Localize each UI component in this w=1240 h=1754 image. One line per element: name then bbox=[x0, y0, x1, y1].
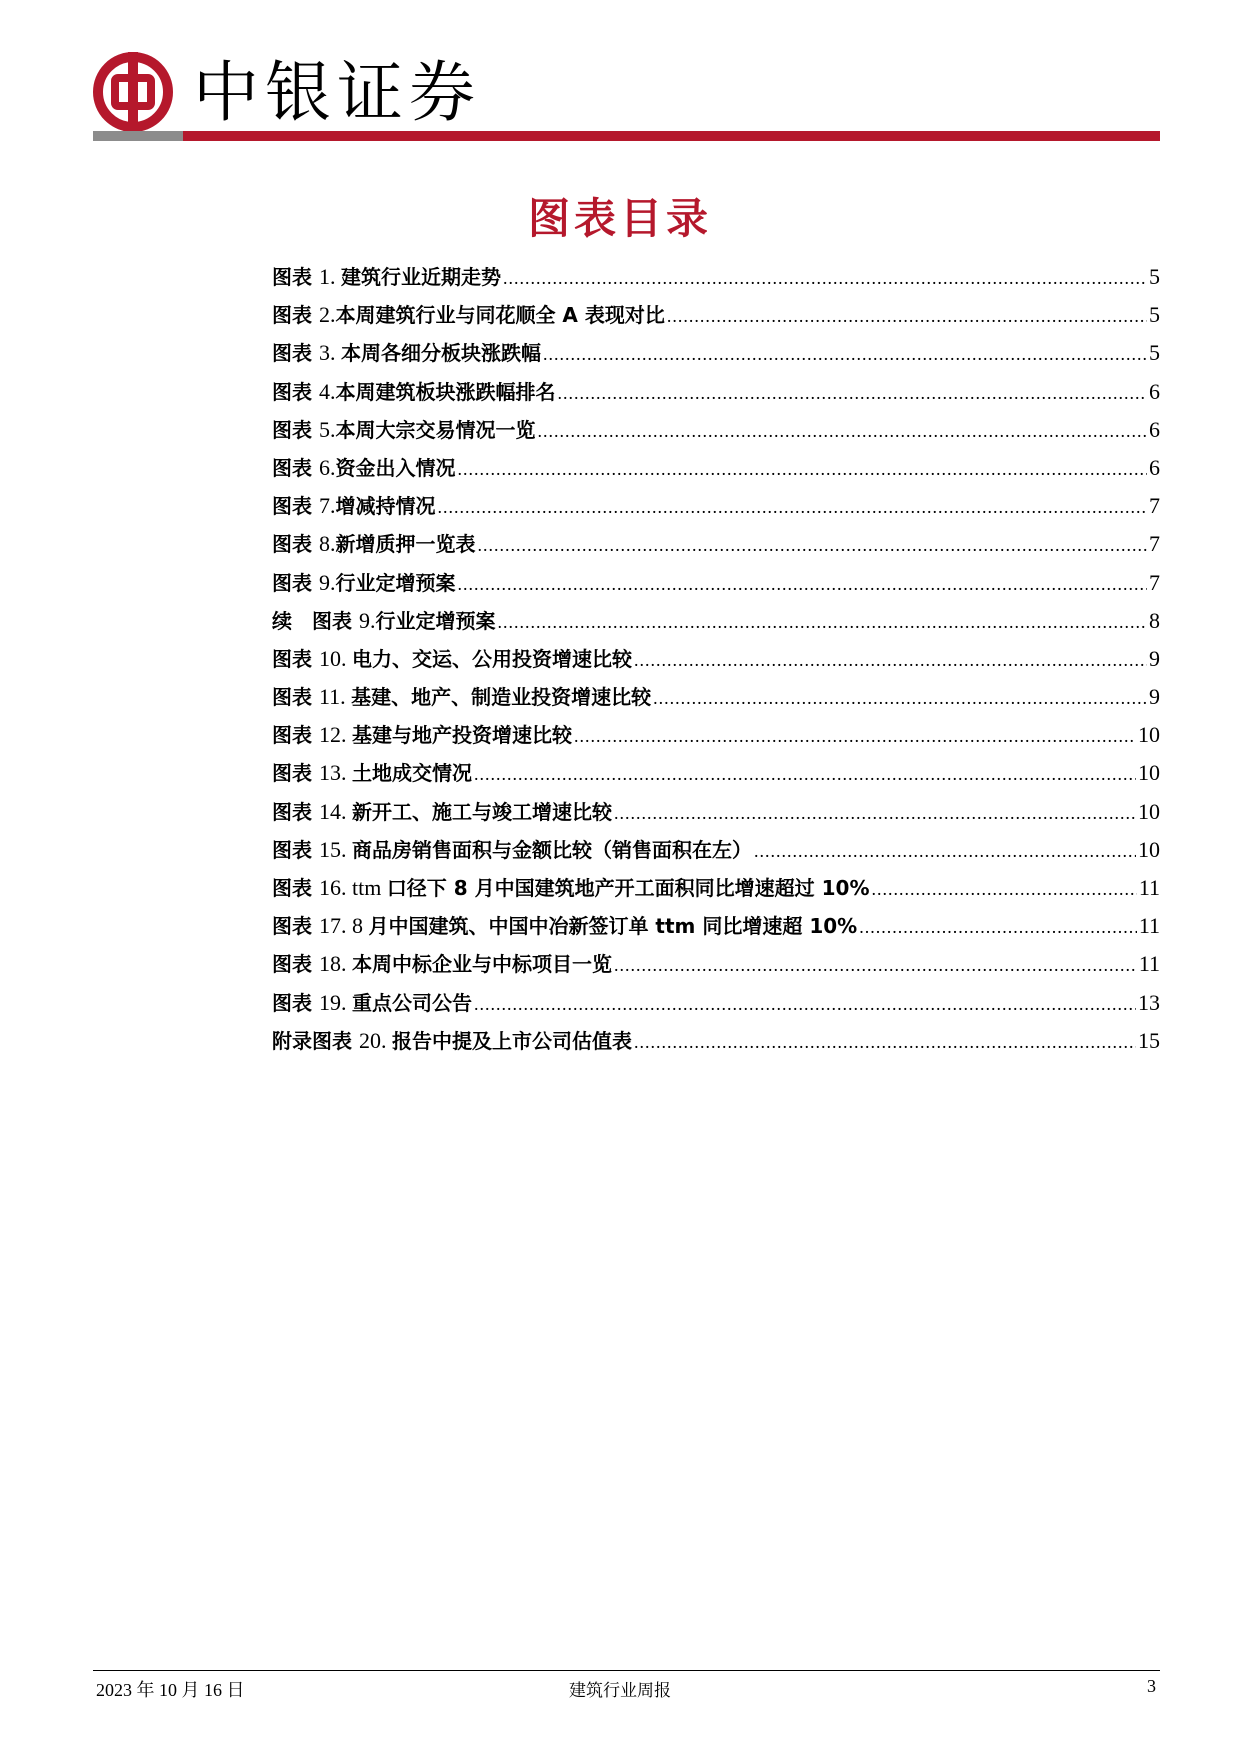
toc-title: 图表目录 bbox=[527, 194, 712, 243]
toc-entry-page: 7 bbox=[1149, 493, 1160, 519]
toc-leader-dots bbox=[634, 641, 1147, 679]
toc-entry-text: 口径下 8 月中国建筑地产开工面积同比增速超过 10% bbox=[386, 876, 870, 900]
toc-entry-label bbox=[272, 640, 632, 678]
toc-entry-text: 增减持情况 bbox=[335, 494, 436, 519]
toc-leader-dots bbox=[634, 1023, 1136, 1061]
toc-entry-number: 17. 8 bbox=[318, 913, 369, 939]
toc-entry-prefix: 附录图表 bbox=[272, 1028, 359, 1053]
toc-entry-text: 基建、地产、制造业投资增速比较 bbox=[351, 685, 652, 710]
toc-entry-page: 5 bbox=[1149, 264, 1160, 289]
header-rule-red bbox=[183, 131, 1160, 141]
toc-entry-label bbox=[272, 525, 475, 563]
toc-entry-number: 9. bbox=[318, 569, 336, 595]
toc-entry-label bbox=[272, 258, 501, 296]
toc-leader-dots bbox=[557, 374, 1147, 412]
toc-entry-label bbox=[272, 564, 455, 602]
toc-entry-prefix: 图表 bbox=[272, 303, 319, 328]
toc-entry-text: 商品房销售面积与金额比较（销售面积在左） bbox=[351, 837, 752, 862]
footer-title: 建筑行业周报 bbox=[569, 1681, 671, 1701]
toc-leader-dots bbox=[474, 985, 1136, 1023]
toc-leader-dots bbox=[653, 679, 1147, 717]
toc-leader-dots bbox=[614, 946, 1137, 984]
toc-entry-text: 本周大宗交易情况一览 bbox=[335, 417, 536, 442]
toc-entry-prefix: 图表 bbox=[272, 417, 319, 442]
toc-entry-page: 9 bbox=[1149, 645, 1160, 671]
toc-entry-text: 建筑行业近期走势 bbox=[340, 265, 501, 289]
toc-entry-label bbox=[272, 373, 555, 411]
toc-leader-dots bbox=[574, 717, 1136, 755]
toc-entry-number: 13. bbox=[318, 760, 352, 786]
toc-leader-dots bbox=[614, 794, 1136, 832]
toc-entry-page: 6 bbox=[1149, 416, 1160, 442]
toc-entry-prefix: 图表 bbox=[272, 685, 319, 710]
header-rule-gray bbox=[93, 131, 183, 141]
toc-entry-prefix: 图表 bbox=[272, 494, 319, 519]
toc-entry-page: 7 bbox=[1149, 569, 1160, 595]
toc-entry-page: 6 bbox=[1149, 454, 1160, 480]
toc-entry-page: 8 bbox=[1149, 607, 1160, 633]
toc-entry-text: 月中国建筑、中国中冶新签订单 ttm 同比增速超 10% bbox=[368, 914, 858, 939]
toc-entry-page: 5 bbox=[1149, 340, 1160, 366]
toc-entry-number: 15. bbox=[318, 836, 352, 862]
toc-entry-page: 13 bbox=[1138, 989, 1160, 1015]
toc-entry[interactable] bbox=[272, 564, 1160, 602]
toc-entry-prefix: 图表 bbox=[272, 646, 319, 671]
toc-entry-prefix: 图表 bbox=[272, 990, 319, 1015]
toc-entry-prefix: 图表 bbox=[272, 570, 319, 595]
toc-entry-prefix: 图表 bbox=[272, 455, 319, 480]
bank-of-china-logo-icon bbox=[93, 52, 173, 132]
toc-entry-label bbox=[272, 831, 752, 869]
toc-entry-number: 1. bbox=[318, 264, 341, 289]
toc-entry-prefix: 图表 bbox=[272, 876, 319, 900]
toc-entry[interactable] bbox=[272, 525, 1160, 563]
brand-name: 中银证券 bbox=[193, 54, 481, 131]
toc-entry-label bbox=[272, 1022, 632, 1060]
toc-entry-text: 本周各细分板块涨跌幅 bbox=[340, 341, 541, 366]
toc-entry-label bbox=[272, 754, 472, 792]
toc-leader-dots bbox=[474, 755, 1136, 793]
toc-leader-dots bbox=[859, 908, 1137, 946]
toc-entry-number: 4. bbox=[318, 378, 336, 404]
toc-entry[interactable] bbox=[272, 640, 1160, 678]
toc-entry-number: 9. bbox=[358, 607, 376, 633]
toc-entry-text: 行业定增预案 bbox=[335, 570, 456, 595]
toc-entry-label bbox=[272, 793, 612, 831]
toc-entry-prefix: 图表 bbox=[272, 532, 319, 557]
toc-entry-page: 11 bbox=[1138, 875, 1160, 900]
toc-entry-page: 9 bbox=[1149, 684, 1160, 710]
toc-entry-page: 10 bbox=[1138, 760, 1160, 786]
toc-entry-number: 12. bbox=[318, 722, 352, 748]
toc-entry-page: 11 bbox=[1138, 951, 1160, 977]
toc-leader-dots bbox=[457, 565, 1147, 603]
toc-entry-text: 本周建筑行业与同花顺全 A 表现对比 bbox=[335, 303, 665, 328]
footer-page-number: 3 bbox=[1147, 1676, 1156, 1696]
toc-entry[interactable] bbox=[272, 373, 1160, 411]
toc-entry-number: 8. bbox=[318, 531, 336, 557]
toc-entry-page: 10 bbox=[1138, 798, 1160, 824]
toc-entry[interactable] bbox=[272, 602, 1160, 640]
toc-entry-text: 电力、交运、公用投资增速比较 bbox=[351, 646, 632, 671]
toc-entry-number: 18. bbox=[318, 951, 352, 977]
toc-leader-dots bbox=[457, 450, 1147, 488]
toc-leader-dots bbox=[872, 870, 1137, 908]
toc-entry-number: 2. bbox=[318, 302, 336, 328]
toc-entry-label bbox=[272, 869, 870, 907]
toc-entry-text: 报告中提及上市公司估值表 bbox=[391, 1028, 632, 1053]
footer-date: 2023 年 10 月 16 日 bbox=[96, 1680, 245, 1700]
toc-leader-dots bbox=[543, 335, 1147, 373]
toc-entry-text: 资金出入情况 bbox=[335, 455, 456, 480]
toc-entry-text: 新增质押一览表 bbox=[335, 532, 476, 557]
toc-leader-dots bbox=[754, 832, 1136, 870]
toc-leader-dots bbox=[503, 259, 1147, 297]
toc-entry-label bbox=[272, 678, 651, 716]
toc-entry[interactable] bbox=[272, 984, 1160, 1022]
toc-entry[interactable] bbox=[272, 907, 1160, 945]
toc-entry-number: 3. bbox=[318, 340, 341, 366]
toc-entry-label bbox=[272, 602, 495, 640]
toc-entry-prefix: 图表 bbox=[272, 265, 319, 289]
toc-entry-number: 20. bbox=[358, 1027, 392, 1053]
toc-entry-prefix: 图表 bbox=[272, 952, 319, 977]
toc-entry-prefix: 图表 bbox=[272, 341, 319, 366]
toc-entry-prefix: 图表 bbox=[272, 723, 319, 748]
table-of-contents bbox=[272, 258, 1160, 1060]
toc-entry-label bbox=[272, 411, 535, 449]
toc-entry-label bbox=[272, 984, 472, 1022]
toc-entry[interactable] bbox=[272, 869, 1160, 907]
toc-entry[interactable] bbox=[272, 258, 1160, 296]
toc-entry[interactable] bbox=[272, 411, 1160, 449]
toc-entry-label bbox=[272, 449, 455, 487]
toc-entry[interactable] bbox=[272, 754, 1160, 792]
toc-entry[interactable] bbox=[272, 487, 1160, 525]
toc-entry-page: 7 bbox=[1149, 531, 1160, 557]
toc-entry[interactable] bbox=[272, 945, 1160, 983]
footer-rule bbox=[93, 1670, 1160, 1671]
toc-leader-dots bbox=[437, 488, 1147, 526]
toc-entry[interactable] bbox=[272, 716, 1160, 754]
toc-entry-page: 10 bbox=[1138, 722, 1160, 748]
toc-entry-text: 本周建筑板块涨跌幅排名 bbox=[335, 379, 556, 404]
toc-entry[interactable] bbox=[272, 1022, 1160, 1060]
toc-entry-text: 本周中标企业与中标项目一览 bbox=[351, 952, 612, 977]
toc-entry-label bbox=[272, 716, 572, 754]
toc-entry-label bbox=[272, 334, 541, 372]
toc-entry-label bbox=[272, 907, 857, 945]
page-header bbox=[93, 38, 1160, 138]
toc-entry-number: 14. bbox=[318, 798, 352, 824]
toc-leader-dots bbox=[667, 297, 1147, 335]
toc-entry-number: 11. bbox=[318, 684, 352, 710]
toc-entry-number: 5. bbox=[318, 416, 336, 442]
toc-entry-prefix: 图表 bbox=[272, 379, 319, 404]
toc-entry-text: 基建与地产投资增速比较 bbox=[351, 723, 572, 748]
toc-entry-label bbox=[272, 945, 612, 983]
toc-entry-page: 5 bbox=[1149, 302, 1160, 328]
toc-entry-number: 7. bbox=[318, 493, 336, 519]
toc-entry-page: 15 bbox=[1138, 1027, 1160, 1053]
toc-entry-text: 新开工、施工与竣工增速比较 bbox=[351, 799, 612, 824]
toc-entry-number: 6. bbox=[318, 454, 336, 480]
toc-entry-prefix: 图表 bbox=[272, 837, 319, 862]
toc-entry-number: 19. bbox=[318, 989, 352, 1015]
toc-entry[interactable] bbox=[272, 678, 1160, 716]
toc-leader-dots bbox=[537, 412, 1147, 450]
toc-entry-page: 10 bbox=[1138, 836, 1160, 862]
toc-entry-prefix: 图表 bbox=[272, 799, 319, 824]
toc-entry-label bbox=[272, 296, 665, 334]
toc-entry[interactable] bbox=[272, 449, 1160, 487]
toc-entry-label bbox=[272, 487, 435, 525]
toc-entry[interactable] bbox=[272, 793, 1160, 831]
toc-leader-dots bbox=[477, 526, 1147, 564]
toc-entry-prefix: 图表 bbox=[272, 914, 319, 939]
toc-entry-page: 6 bbox=[1149, 378, 1160, 404]
toc-entry-number: 16. ttm bbox=[318, 875, 387, 900]
toc-entry-page: 11 bbox=[1138, 913, 1160, 939]
toc-entry-prefix: 图表 bbox=[272, 761, 319, 786]
toc-entry-text: 土地成交情况 bbox=[351, 761, 472, 786]
toc-leader-dots bbox=[497, 603, 1147, 641]
toc-entry[interactable] bbox=[272, 296, 1160, 334]
toc-entry[interactable] bbox=[272, 334, 1160, 372]
toc-entry-text: 重点公司公告 bbox=[351, 990, 472, 1015]
toc-entry-prefix: 续 图表 bbox=[272, 608, 359, 633]
toc-entry-number: 10. bbox=[318, 645, 352, 671]
toc-entry[interactable] bbox=[272, 831, 1160, 869]
toc-entry-text: 行业定增预案 bbox=[375, 608, 496, 633]
